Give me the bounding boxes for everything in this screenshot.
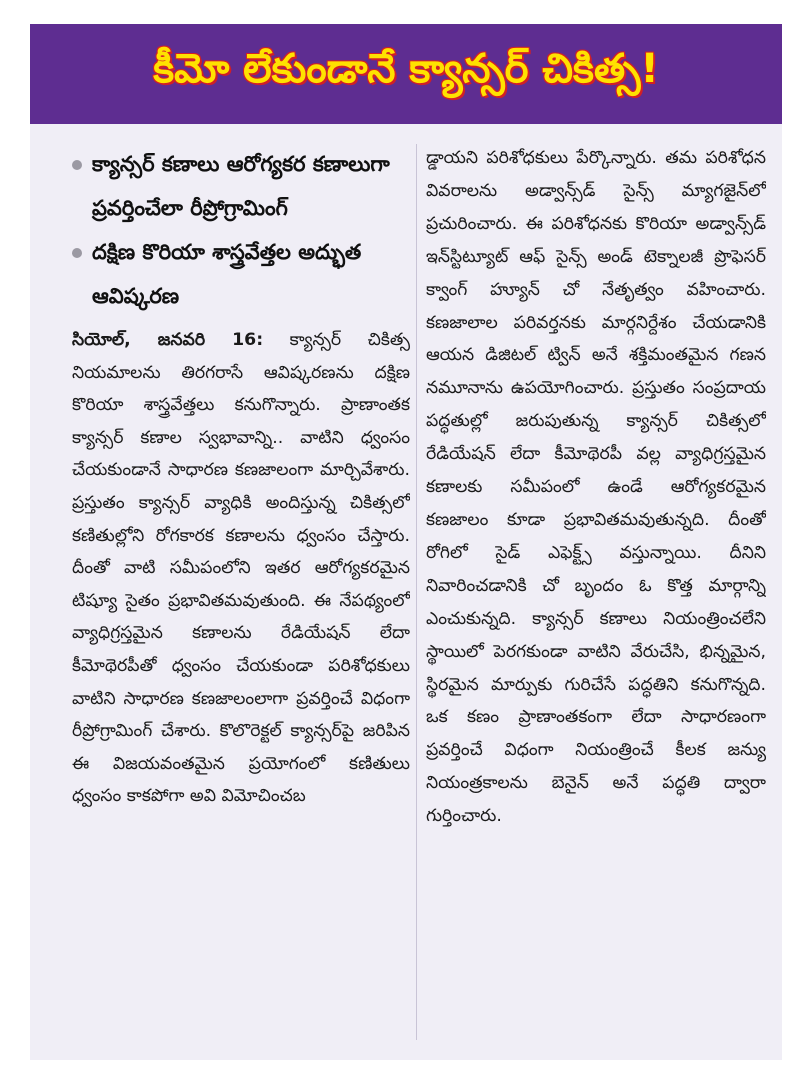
bullet-dot-icon — [72, 160, 82, 170]
column-divider — [416, 144, 417, 1040]
dateline: సియోల్, జనవరి 16: — [72, 330, 264, 350]
bullet-dot-icon — [72, 248, 82, 258]
bullet-point — [72, 230, 410, 318]
bullet-point — [72, 142, 410, 230]
bullet-text: దక్షిణ కొరియా శాస్త్రవేత్తల అద్భుత ఆవిష్కరణ — [92, 240, 362, 308]
headline-banner — [30, 24, 782, 124]
article-body-left — [72, 324, 410, 813]
article-body-right: డ్డాయని పరిశోధకులు పేర్కొన్నారు. తమ పరిశోధన వివరాలను అడ్వాన్స్‌డ్ సైన్స్ మ్యాగజైన్‌లో ప్రచురించారు. ఈ పరిశోధనకు కొరియా అడ్వాన్స్‌డ్ ఇన్‌స్టిట్యూట్ ఆఫ్ సైన్స్ అండ్ టెక్నాలజీ ప్రొఫెసర్ క్వాంగ్ హ్యూన్ చో నేతృత్వం వహించారు. కణజాలాల పరివర్తనకు మార్గనిర్దేశం చేయడానికి ఆయన డిజిటల్ ట్విన్ అనే శక్తిమంతమైన గణన నమూనాను ఉపయోగించారు. ప్రస్తుతం సంప్రదాయ పద్ధతుల్లో జరుపుతున్న క్యాన్సర్ చికిత్సలో రేడియేషన్ లేదా కీమోథెరపీ వల్ల వ్యాధిగ్రస్తమైన కణాలకు సమీపంలో ఉండే ఆరోగ్యకరమైన కణజాలం కూడా ప్రభావితమవుతున్నది. దీంతో రోగిలో సైడ్ ఎఫెక్ట్స్ వస్తున్నాయి. దీనిని నివారించడానికి చో బృందం ఓ కొత్త మార్గాన్ని ఎంచుకున్నది. క్యాన్సర్ కణాలు నియంత్రించలేని స్థాయిలో పెరగకుండా వాటిని వేరుచేసి, భిన్నమైన, స్థిరమైన మార్పుకు గురిచేసే పద్ధతిని కనుగొన్నది. ఒక కణం ప్రాణాంతకంగా లేదా సాధారణంగా ప్రవర్తించే విధంగా నియంత్రించే కీలక జన్యు నియంత్రకాలను బెనైన్ అనే పద్ధతి ద్వారా గుర్తించారు. — [426, 148, 766, 827]
article-text-left: క్యాన్సర్ చికిత్స నియమాలను తిరగరాసే ఆవిష్కరణను దక్షిణ కొరియా శాస్త్రవేత్తలు కనుగొన్నారు. ప్రాణాంతక క్యాన్సర్ కణాల స్వభావాన్ని.. వాటిని ధ్వంసం చేయకుండానే సాధారణ కణజాలంగా మార్చివేశారు. ప్రస్తుతం క్యాన్సర్ వ్యాధికి అందిస్తున్న చికిత్సలో కణితుల్లోని రోగకారక కణాలను ధ్వంసం చేస్తారు. దీంతో వాటి సమీపంలోని ఇతర ఆరోగ్యకరమైన టిష్యూ సైతం ప్రభావితమవుతుంది. ఈ నేపథ్యంలో వ్యాధిగ్రస్తమైన కణాలను రేడియేషన్ లేదా కీమోథెరపీతో ధ్వంసం చేయకుండా పరిశోధకులు వాటిని సాధారణ కణజాలంలాగా ప్రవర్తించే విధంగా రీప్రోగ్రామింగ్ చేశారు. కొలొరెక్టల్ క్యాన్సర్‌పై జరిపిన ఈ విజయవంతమైన ప్రయోగంలో కణితులు ధ్వంసం కాకపోగా అవి విమోచించబ — [72, 330, 410, 807]
headline: కీమో లేకుండానే క్యాన్సర్ చికిత్స! — [153, 46, 659, 92]
bullet-text: క్యాన్సర్ కణాలు ఆరోగ్యకర కణాలుగా ప్రవర్తించేలా రీప్రోగ్రామింగ్ — [92, 152, 390, 220]
left-column — [72, 142, 410, 1044]
right-column — [426, 142, 766, 1044]
news-clipping — [30, 24, 782, 1060]
